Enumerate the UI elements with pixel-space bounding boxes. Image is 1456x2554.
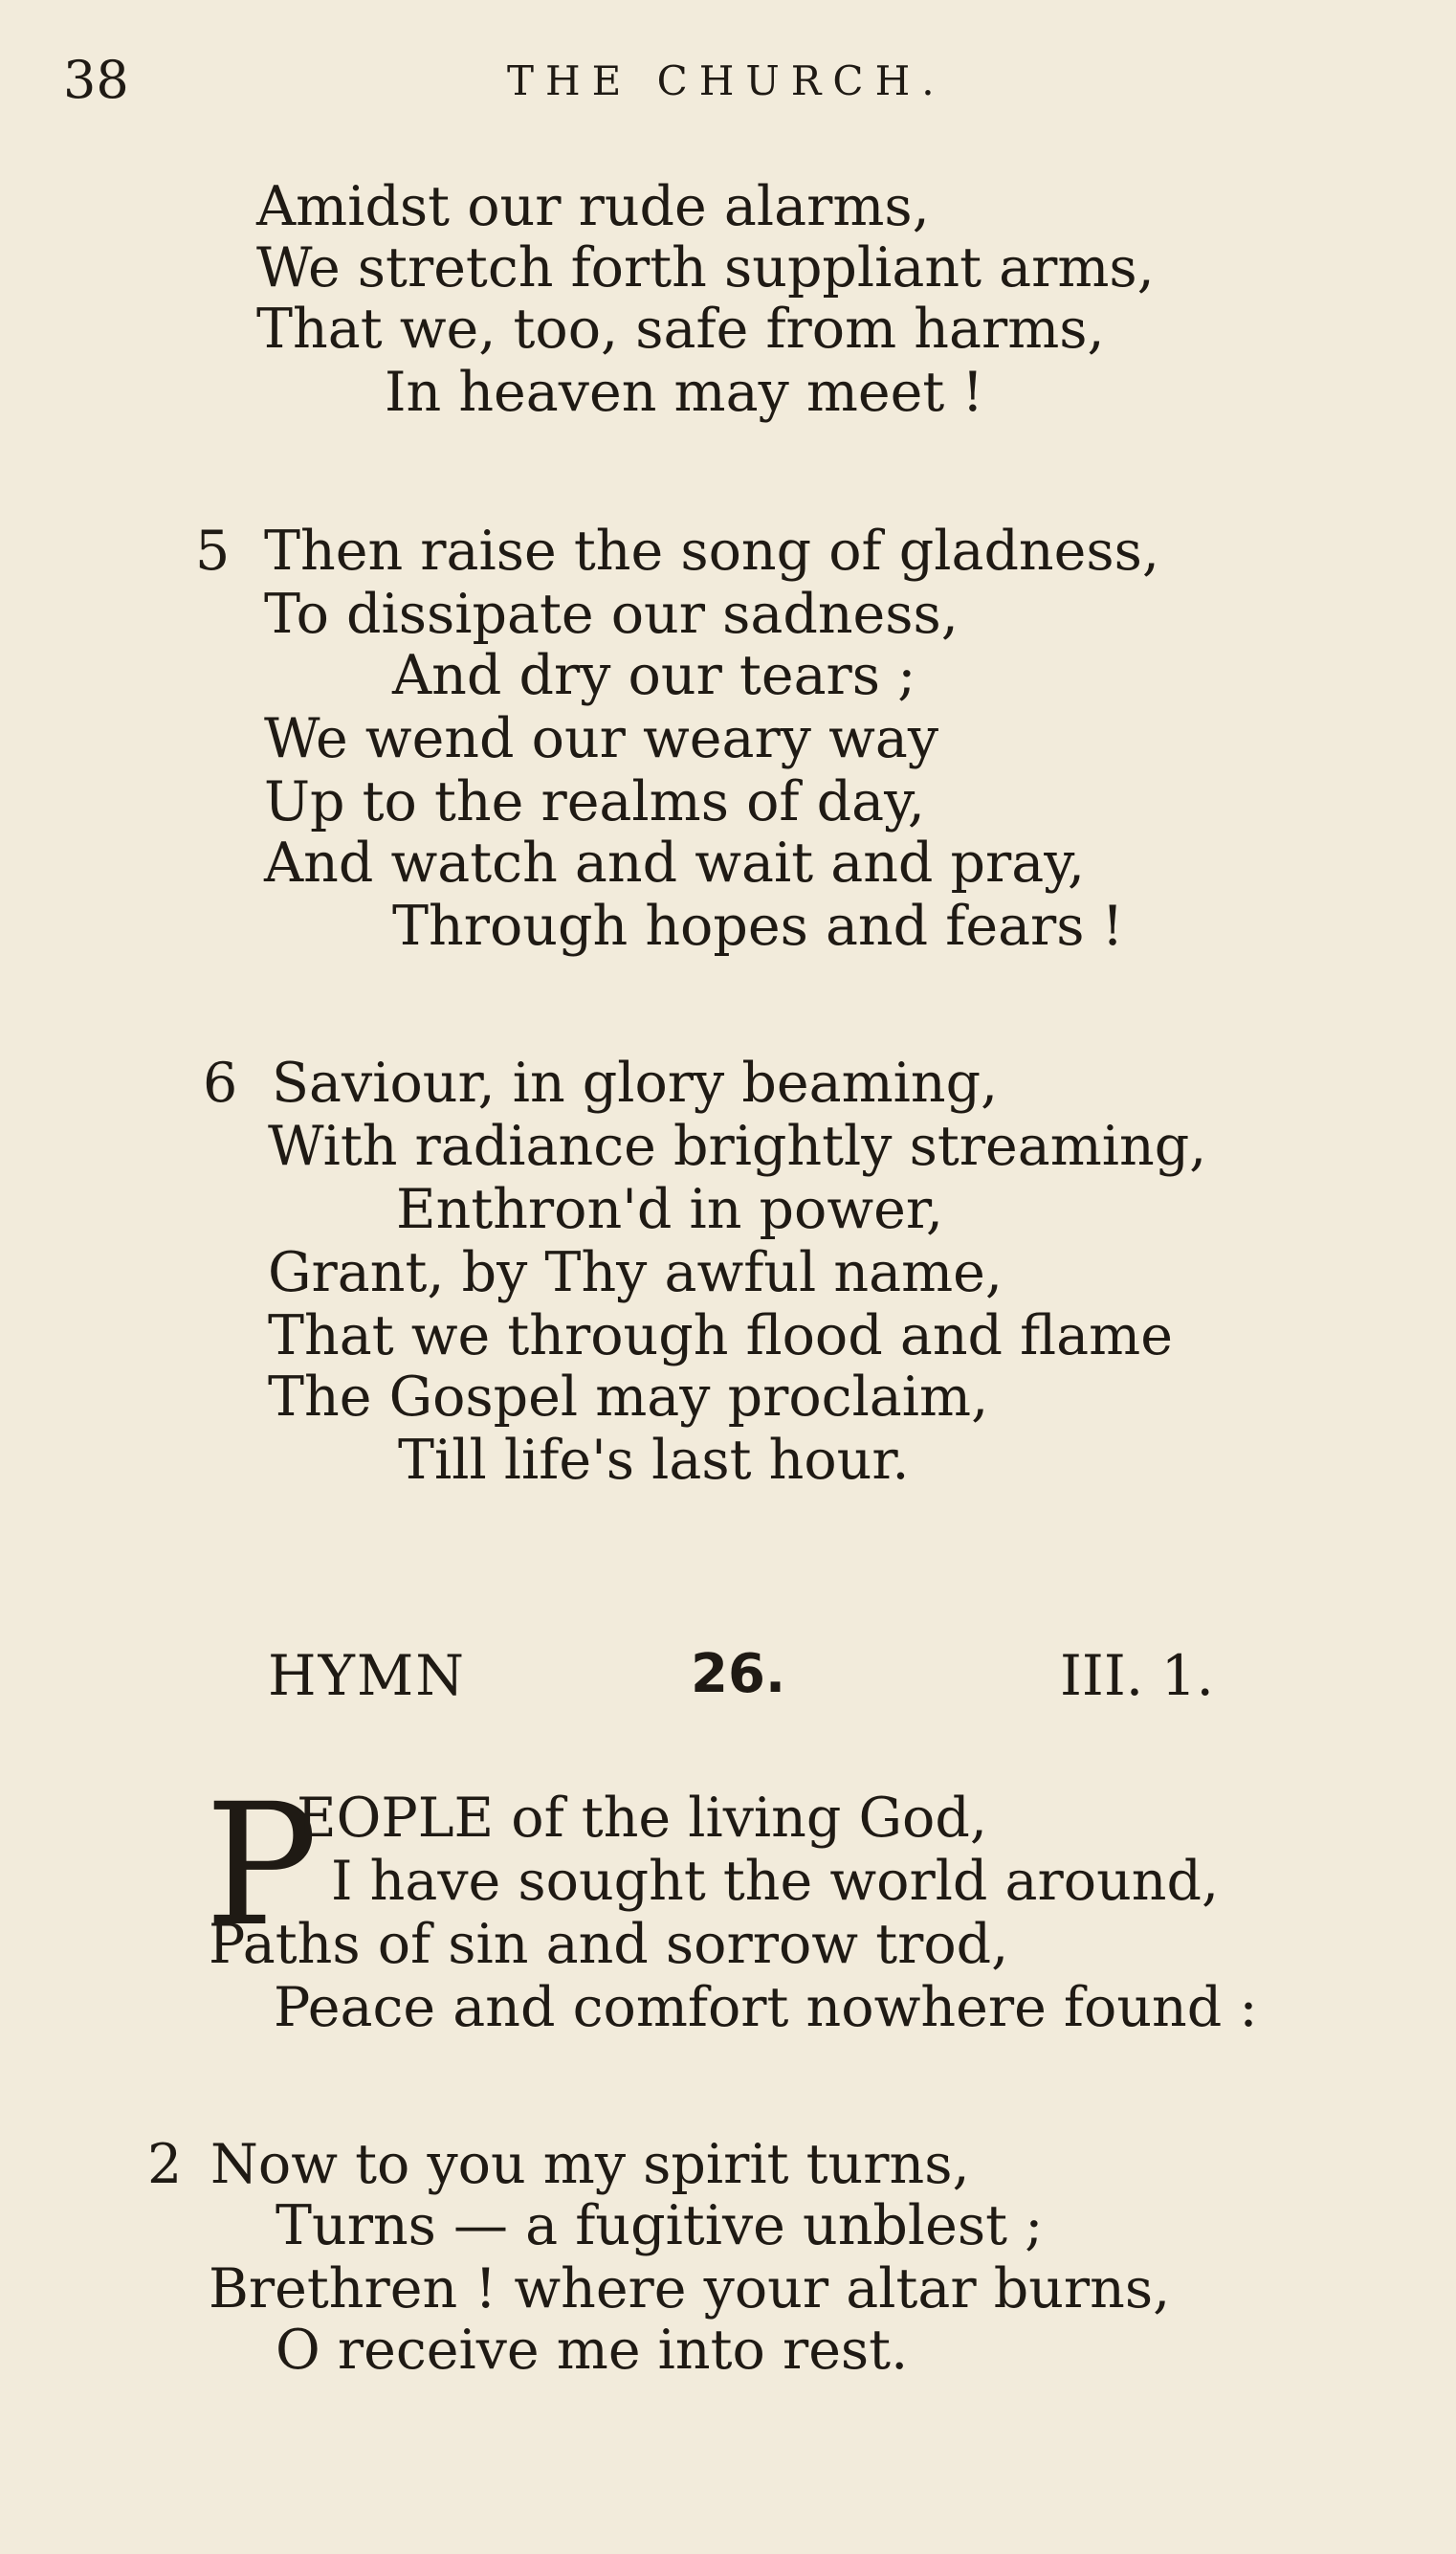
stanza-number: 6 — [203, 1052, 238, 1115]
verse-line: Paths of sin and sorrow trod, — [209, 1913, 1009, 1976]
verse-line: Brethren ! where your altar burns, — [209, 2257, 1171, 2321]
running-title: THE CHURCH. — [507, 57, 946, 104]
verse-line: We stretch forth suppliant arms, — [256, 236, 1155, 300]
verse-line: We wend our weary way — [264, 707, 939, 770]
verse-line: O receive me into rest. — [276, 2319, 909, 2382]
verse-line: Through hopes and fears ! — [392, 895, 1124, 958]
hymn-number: 26. — [691, 1643, 786, 1705]
verse-line: Grant, by Thy awful name, — [268, 1241, 1003, 1304]
page-number: 38 — [63, 50, 129, 110]
verse-line: In heaven may meet ! — [385, 361, 984, 424]
stanza-number: 5 — [195, 520, 231, 583]
verse-line: Amidst our rude alarms, — [256, 175, 930, 238]
verse-line: To dissipate our sadness, — [264, 583, 959, 646]
verse-line: Till life's last hour. — [398, 1429, 910, 1492]
drop-capital: P — [205, 1767, 319, 1964]
verse-line: The Gospel may proclaim, — [268, 1366, 989, 1429]
verse-line: That we, too, safe from harms, — [256, 298, 1105, 361]
verse-line: With radiance brightly streaming, — [268, 1115, 1207, 1178]
verse-line: Enthron'd in power, — [396, 1178, 943, 1241]
stanza-number: 2 — [147, 2133, 183, 2196]
verse-line: And dry our tears ; — [392, 644, 916, 707]
verse-line: I have sought the world around, — [331, 1850, 1220, 1913]
verse-line: Then raise the song of gladness, — [264, 520, 1159, 583]
verse-line: That we through flood and flame — [268, 1304, 1173, 1367]
hymn-meter: III. 1. — [1060, 1643, 1214, 1708]
verse-line: Peace and comfort nowhere found : — [274, 1976, 1258, 2039]
verse-line: And watch and wait and pray, — [264, 832, 1086, 895]
verse-line: EOPLE of the living God, — [297, 1787, 987, 1850]
verse-line: Turns — a fugitive unblest ; — [276, 2194, 1044, 2257]
verse-line: Up to the realms of day, — [264, 770, 925, 833]
verse-line: Saviour, in glory beaming, — [272, 1052, 999, 1115]
hymn-label: HYMN — [268, 1643, 467, 1708]
verse-line: Now to you my spirit turns, — [210, 2133, 970, 2196]
